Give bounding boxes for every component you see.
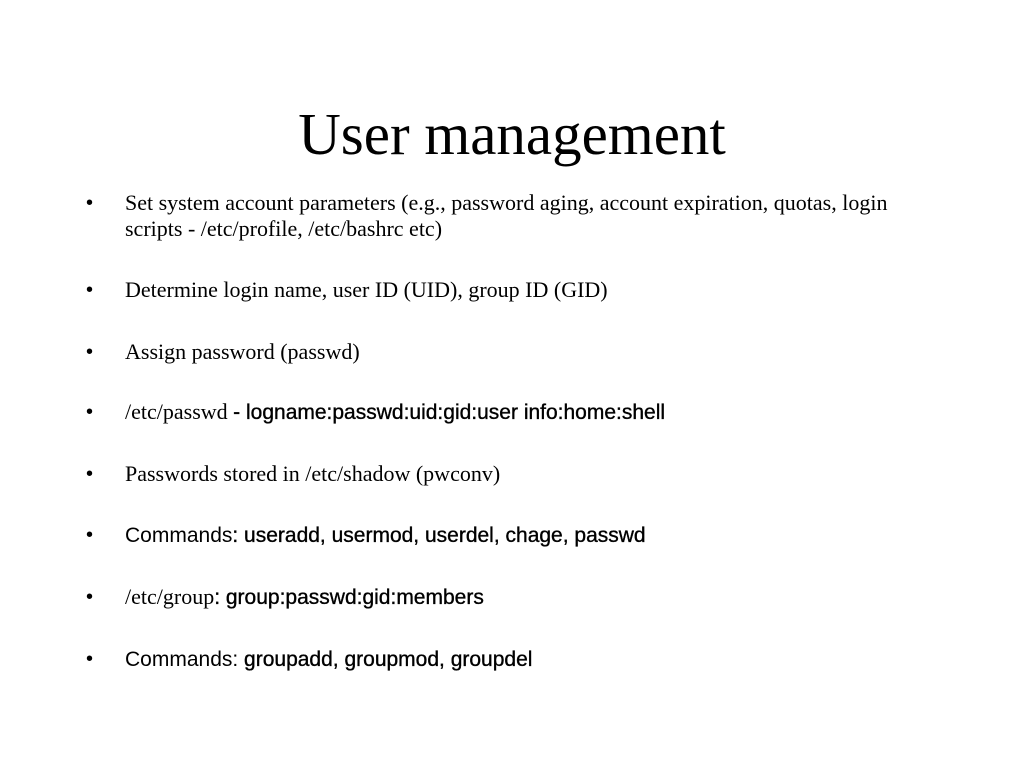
bullet-text	[125, 646, 906, 673]
bullet-detail: groupadd, groupmod, groupdel	[244, 648, 533, 671]
bullet-text	[125, 584, 906, 611]
bullet-dot: •	[86, 463, 94, 485]
bullet-item	[86, 399, 906, 426]
bullet-text: Determine login name, user ID (UID), group ID (GID)	[125, 277, 608, 302]
bullet-item	[86, 522, 906, 549]
bullet-dot: •	[86, 401, 94, 423]
bullet-dot: •	[86, 648, 94, 670]
bullet-dot: •	[86, 586, 94, 608]
bullet-separator: -	[233, 401, 246, 424]
bullet-prefix: /etc/group	[125, 584, 215, 609]
bullet-item	[86, 190, 906, 242]
bullet-prefix: Commands	[125, 524, 233, 547]
bullet-item	[86, 461, 906, 487]
bullet-text: Assign password (passwd)	[125, 339, 360, 364]
bullet-item	[86, 584, 906, 611]
bullet-item	[86, 646, 906, 673]
bullet-dot: •	[86, 279, 94, 301]
bullet-text: Passwords stored in /etc/shadow (pwconv)	[125, 461, 501, 486]
bullet-detail: : group:passwd:gid:members	[214, 586, 484, 609]
bullet-detail: : useradd, usermod, userdel, chage, passwd	[232, 524, 646, 547]
bullet-detail: logname:passwd:uid:gid:user info:home:shell	[245, 401, 666, 424]
bullet-prefix: /etc/passwd	[125, 399, 234, 424]
bullet-text: Set system account parameters (e.g., password aging, account expiration, quotas, login scripts - /etc/profile, /etc/bashrc etc)	[125, 190, 888, 241]
bullet-item	[86, 339, 906, 365]
slide-title: User management	[298, 101, 726, 167]
bullet-dot: •	[86, 341, 94, 363]
bullet-dot: •	[86, 192, 94, 214]
bullet-dot: •	[86, 524, 94, 546]
bullet-prefix: Commands:	[125, 648, 245, 671]
bullet-item	[86, 277, 906, 303]
bullet-text	[125, 399, 906, 426]
bullet-text	[125, 522, 906, 549]
